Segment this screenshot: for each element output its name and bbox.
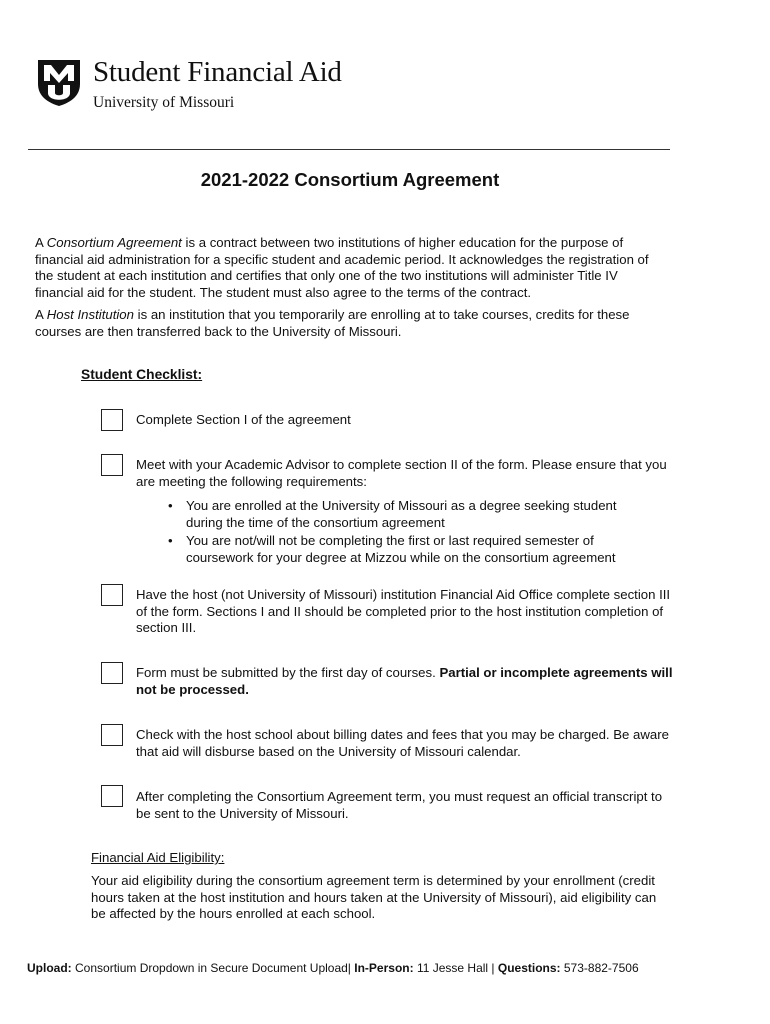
- incomplete-warning: Partial or incomplete agreements will not be processed.: [136, 665, 673, 697]
- footer-questions-label: Questions:: [497, 961, 561, 975]
- footer-inperson-label: In-Person:: [354, 961, 414, 975]
- footer-contact: Upload: Consortium Dropdown in Secure Document Upload| In-Person: 11 Jesse Hall | Questions: 573-882-7506: [27, 961, 639, 975]
- checkbox-advisor[interactable]: [101, 454, 123, 476]
- logo-title: Student Financial Aid: [93, 56, 342, 88]
- footer-upload-label: Upload:: [27, 961, 72, 975]
- checklist-item-3: Have the host (not University of Missouri) institution Financial Aid Office complete section III of the form. Sections I and II should be completed prior to the host institution completion of section III.: [136, 587, 671, 635]
- checklist-item-1: Complete Section I of the agreement: [136, 412, 351, 427]
- checkbox-submit-deadline[interactable]: [101, 662, 123, 684]
- eligibility-heading: Financial Aid Eligibility:: [91, 850, 225, 865]
- term-host-institution: Host Institution: [46, 307, 134, 322]
- requirements-list: [168, 498, 648, 568]
- checklist-item-2: Meet with your Academic Advisor to complete section II of the form. Please ensure that you are meeting the following requirements:: [136, 457, 667, 489]
- checklist-heading: Student Checklist:: [81, 367, 203, 382]
- checkbox-section-1[interactable]: [101, 409, 123, 431]
- requirement-semester: • You are not/will not be completing the first or last required semester of coursework for your degree at Mizzou while on the consortium agreement: [168, 533, 648, 566]
- checklist-item-4: Form must be submitted by the first day of courses. Partial or incomplete agreements will not be processed.: [136, 665, 673, 697]
- intro-paragraph-host: A Host Institution is an institution that you temporarily are enrolling at to take courses, credits for these courses are then transferred back to the University of Missouri.: [35, 307, 630, 339]
- logo-subtitle: University of Missouri: [93, 94, 235, 111]
- eligibility-text: Your aid eligibility during the consortium agreement term is determined by your enrollment (credit hours taken at the host institution and hours taken at the University of Missouri), aid eligibility can be affected by the hours enrolled at each school.: [91, 873, 657, 921]
- document-title: 2021-2022 Consortium Agreement: [200, 169, 500, 190]
- header-divider: [28, 149, 670, 150]
- requirement-enrolled: • You are enrolled at the University of Missouri as a degree seeking student during the time of the consortium agreement: [168, 498, 648, 531]
- checkbox-billing[interactable]: [101, 724, 123, 746]
- checklist-item-5: Check with the host school about billing dates and fees that you may be charged. Be aware that aid will disburse based on the University of Missouri calendar.: [136, 727, 669, 759]
- checkbox-transcript[interactable]: [101, 785, 123, 807]
- intro-paragraph-consortium: A Consortium Agreement is a contract between two institutions of higher education for the purpose of financial aid administration for a specific student and academic period. It acknowledges the registration of the student at each institution and certifies that only one of the two institutions will administer Title IV financial aid for the student. The student must also agree to the terms of the contract.: [35, 235, 649, 300]
- checklist-item-6: After completing the Consortium Agreement term, you must request an official transcript to be sent to the University of Missouri.: [136, 789, 663, 821]
- mu-logo-icon: [38, 60, 80, 106]
- checkbox-host-institution[interactable]: [101, 584, 123, 606]
- term-consortium-agreement: Consortium Agreement: [46, 235, 182, 250]
